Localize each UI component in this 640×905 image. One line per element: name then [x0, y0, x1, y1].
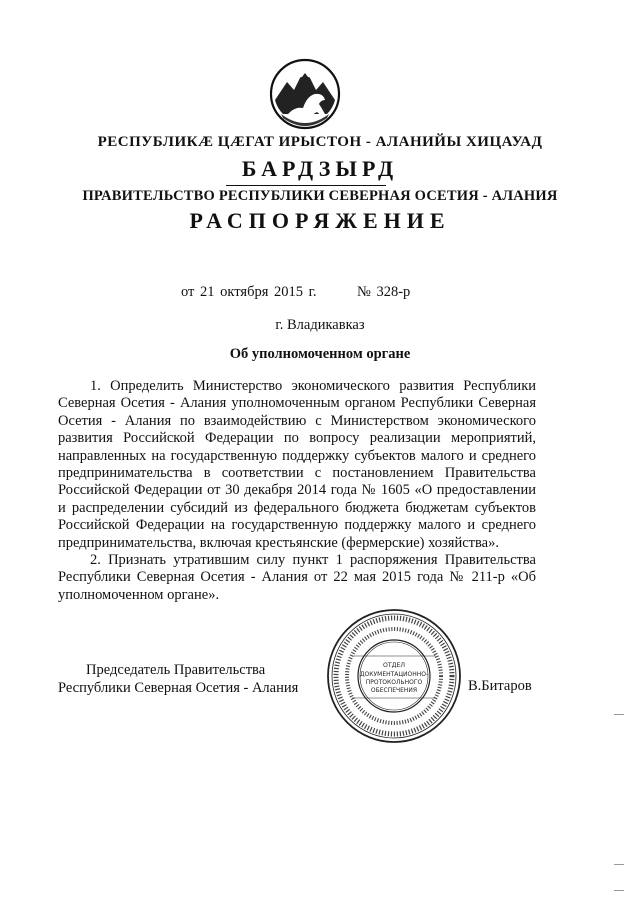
document-number: № 328-р	[357, 284, 411, 300]
signatory-name: В.Битаров	[468, 678, 532, 694]
document-subject: Об уполномоченном органе	[229, 346, 411, 362]
official-stamp-seal	[324, 606, 464, 746]
header-ossetian-title: БАРДЗЫРД	[241, 156, 399, 181]
margin-mark	[614, 890, 624, 891]
margin-mark	[614, 714, 624, 715]
document-date: от 21 октября 2015 г.	[181, 284, 317, 300]
margin-mark	[614, 864, 624, 865]
signatory-position-line1: Председатель Правительства	[86, 662, 266, 678]
stamp-line-2: ДОКУМЕНТАЦИОННО-	[359, 671, 429, 678]
header-russian-line: ПРАВИТЕЛЬСТВО РЕСПУБЛИКИ СЕВЕРНАЯ ОСЕТИЯ - АЛАНИЯ	[82, 188, 558, 204]
document-body	[58, 378, 536, 604]
signatory-position	[58, 662, 318, 697]
header-divider	[226, 185, 386, 186]
stamp-line-4: ОБЕСПЕЧЕНИЯ	[370, 687, 418, 694]
coat-of-arms-emblem	[267, 56, 343, 132]
stamp-line-3: ПРОТОКОЛЬНОГО	[365, 679, 423, 686]
document-city: г. Владикавказ	[275, 317, 365, 333]
stamp-line-1: ОТДЕЛ	[382, 662, 406, 669]
paragraph-1: 1. Определить Министерство экономического развития Республики Северная Осетия - Алания уполномоченным органом Республики Северная Осетия - Алания по взаимодействию с Министерством экономического развития Российской Федерации по вопросу реализации мероприятий, направленных на государственную поддержку субъектов малого и среднего предпринимательства в соответствии с постановлением Правительства Российской Федерации от 30 декабря 2014 года № 1605 «О предоставлении и распределении субсидий из федерального бюджета бюджетам субъектов Российской Федерации на государственную поддержку малого и среднего предпринимательства, включая крестьянские (фермерские) хозяйства».	[58, 378, 536, 551]
signatory-position-line2: Республики Северная Осетия - Алания	[58, 679, 299, 696]
header-ossetian-line: РЕСПУБЛИКÆ ЦÆГАТ ИРЫСТОН - АЛАНИЙЫ ХИЦАУАД	[97, 134, 543, 150]
document-title: РАСПОРЯЖЕНИЕ	[189, 208, 451, 233]
paragraph-2: 2. Признать утратившим силу пункт 1 распоряжения Правительства Республики Северная Осетия - Алания от 22 мая 2015 года № 211-р «Об уполномоченном органе».	[58, 552, 536, 603]
